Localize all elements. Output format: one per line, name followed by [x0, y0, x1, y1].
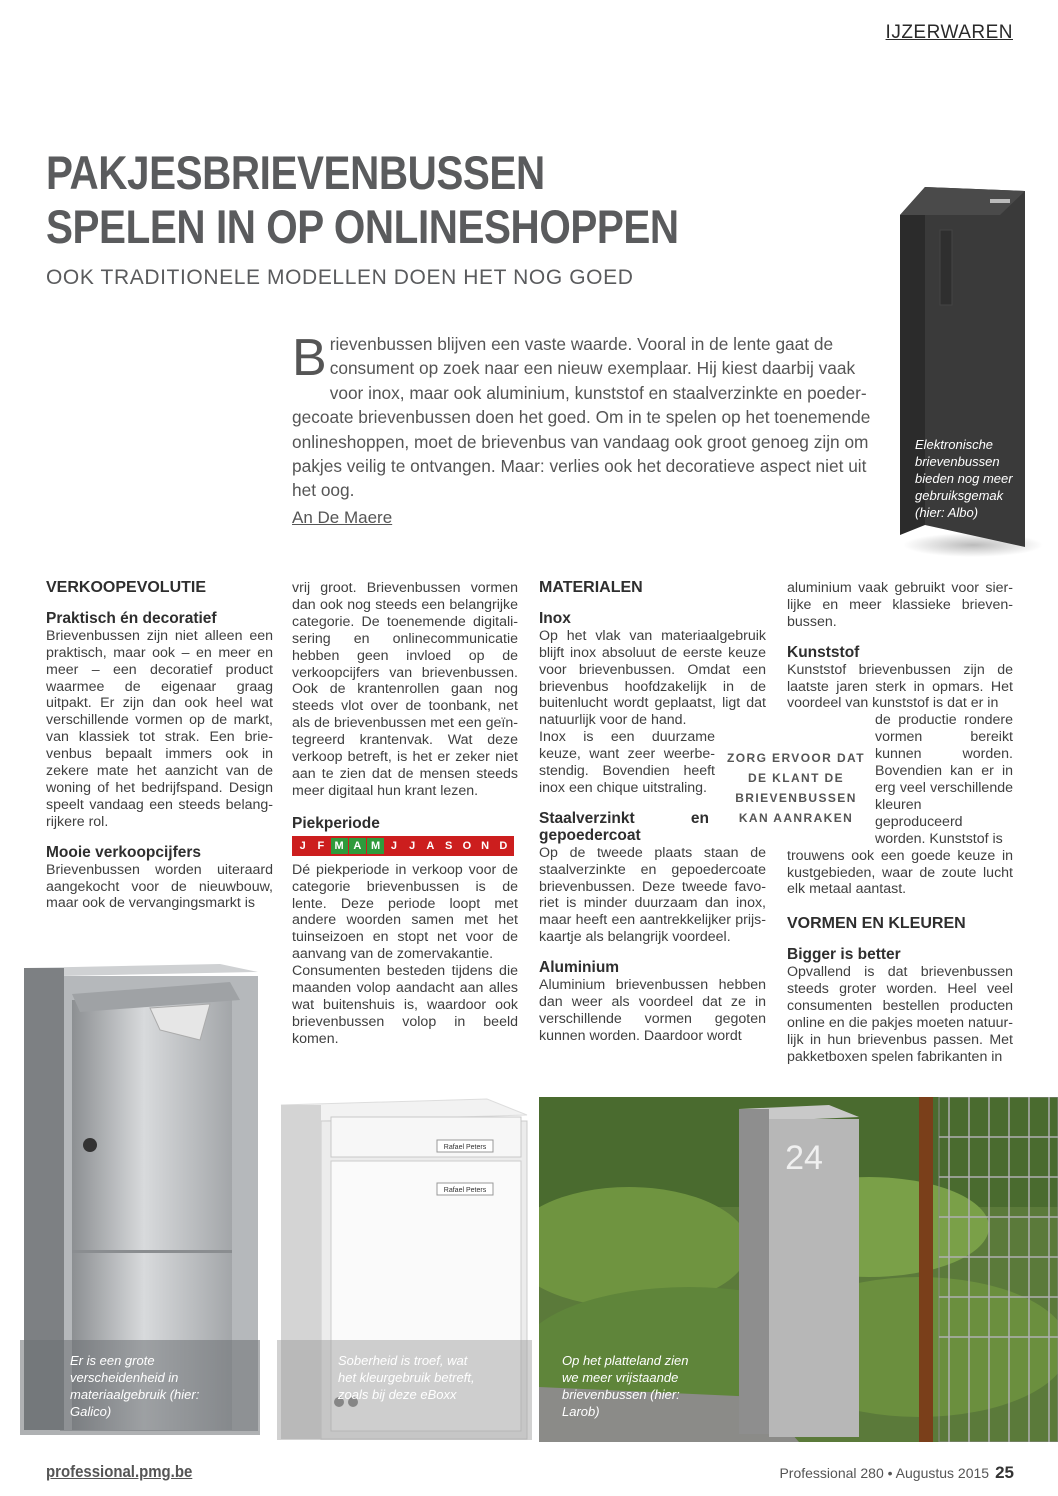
column-4 [787, 580, 1013, 1066]
nameplate-1: Rafael Peters [443, 1144, 487, 1151]
month-4: A [349, 838, 366, 854]
page-number: 25 [995, 1463, 1014, 1482]
subheading-bigger: Bigger is better [787, 946, 901, 964]
heading-verkoopevolutie: VERKOOPEVOLUTIE [46, 579, 207, 596]
caption-eboxx: Soberheid is troef, wat het kleurgebruik betreft, zoals bij deze eBoxx [338, 1353, 475, 1402]
paragraph: Dé piekperiode in verkoop voor de categorie brievenbussen is de lente. Deze periode loopt met andere woorden samen met het tuinseizoen en stopt net voor de aanvang van de zomervakantie. [292, 861, 518, 963]
subheading-kunststof: Kunststof [787, 643, 860, 661]
footer-site-link[interactable]: professional.pmg.be [46, 1462, 193, 1481]
caption-galico: Er is een grote verscheidenheid in materiaalgebruik (hier: Galico) [70, 1353, 200, 1419]
month-2: F [312, 838, 329, 854]
pull-quote: ZORG ERVOOR DAT DE KLANT DE BRIEVENBUSSEN KAN AANRAKEN [722, 748, 870, 828]
month-10: O [458, 838, 475, 854]
month-5: M [367, 838, 384, 854]
column-2 [292, 580, 518, 1048]
caption-larob: Op het platteland zien we meer vrijstaande brievenbussen (hier: Larob) [562, 1353, 689, 1419]
subheading-verkoopcijfers: Mooie verkoopcijfers [46, 843, 202, 861]
article-subtitle: OOK TRADITIONELE MODELLEN DOEN HET NOG GOED [46, 266, 634, 289]
column-1 [46, 580, 273, 912]
paragraph: Aluminium brievenbussen hebben dan weer als voordeel dat ze in verschillende vormen gegoten kunnen worden. Daardoor wordt [539, 977, 766, 1044]
month-8: A [422, 838, 439, 854]
heading-materialen: MATERIALEN [539, 579, 643, 596]
subheading-inox: Inox [539, 609, 571, 627]
month-11: N [477, 838, 494, 854]
subheading-aluminium: Aluminium [539, 959, 620, 977]
heading-vormen-kleuren: VORMEN EN KLEUREN [787, 915, 966, 933]
paragraph: Op de tweede plaats staan de staalverzinkte en gepoedercoate brievenbussen. Deze tweede favoriet is minder duurzaam dan inox, maar heeft een aantrekkelijker prijskaartje als belangrijk voordeel. [539, 844, 766, 946]
month-calendar [292, 836, 514, 856]
paragraph: Brievenbussen worden uiteraard aangekocht voor de nieuwbouw, maar ook de vervangingsmarkt is [46, 861, 273, 912]
subheading-piekperiode: Piekperiode [292, 814, 380, 832]
month-7: J [404, 838, 421, 854]
dropcap: B [292, 329, 327, 387]
month-12: D [495, 838, 512, 854]
author[interactable]: An De Maere [292, 508, 393, 527]
paragraph: Kunststof brievenbussen zijn de laatste jaren sterk in opmars. Het voordeel van kunststof is dat er in [787, 661, 1013, 712]
caption-albo: Elektronische brievenbussen bieden nog meer gebruiksgemak (hier: Albo) [915, 437, 1013, 520]
paragraph: de productie rondere vormen bereikt kunnen worden. Bovendien kan er in erg veel verschillende kleuren geproduceerd worden. Kunststof is [875, 712, 1013, 847]
subheading-staalverzinkt: Staalverzinkt en gepoedercoat [539, 809, 709, 844]
house-number: 24 [785, 1139, 823, 1177]
article-title: PAKJESBRIEVENBUSSEN SPELEN IN OP ONLINESHOPPEN [46, 146, 679, 253]
paragraph: Consumenten besteden tijdens die maanden volop aandacht aan alles wat buitenshuis is, waardoor ook brievenbussen volop in beeld komen. [292, 963, 518, 1047]
month-9: S [440, 838, 457, 854]
paragraph: Inox is een duurzame keuze, want zeer weerbestendig. Bovendien heeft inox een chique uitstraling. [539, 729, 715, 796]
paragraph: Opvallend is dat brievenbussen steeds groter worden. Heel veel consumenten bestellen producten online en die pakjes moeten natuurlijk in hun brievenbus passen. Met pakketboxen spelen fabrikanten in [787, 964, 1013, 1065]
intro-paragraph: Brievenbussen blijven een vaste waarde. Vooral in de lente gaat de consument op zoek naar een nieuw exemplaar. Hij kiest daarbij vaak voor inox, maar ook aluminium, kunststof en staalverzinkte en poedergecoate brievenbussen doen het goed. Om in te spelen op het toenemende onlineshoppen, moet de brievenbus van vandaag ook groot genoeg zijn om pakjes veilig te ontvangen. Maar: verlies ook het decoratieve aspect niet uit het oog. [292, 329, 871, 501]
month-3: M [331, 838, 348, 854]
footer-issue: Professional 280 • Augustus 2015 25 [779, 1463, 1014, 1482]
nameplate-2: Rafael Peters [443, 1187, 487, 1194]
month-1: J [294, 838, 311, 854]
paragraph: aluminium vaak gebruikt voor sierlijke en meer klassieke brievenbussen. [787, 580, 1013, 630]
month-6: J [385, 838, 402, 854]
paragraph: Op het vlak van materiaalgebruik blijft inox absoluut de eerste keuze voor brievenbussen. Omdat een brievenbus hoofdzakelijk in de buitenlucht wordt geplaatst, ligt dat natuurlijk voor de hand. [539, 627, 766, 729]
paragraph: Brievenbussen zijn niet alleen een praktisch, maar ook – en meer en meer – een decoratief product waarmee de eigenaar graag uitpakt. Er zijn dan ook heel wat verschillende vormen op de markt, van klassiek tot strak. Een brievenbus bepaalt immers ook in zekere mate het aanzicht van de woning of het bedrijfspand. Design speelt vandaag een steeds belangrijkere rol. [46, 627, 273, 830]
section-tag: IJZERWAREN [885, 22, 1013, 43]
paragraph: vrij groot. Brievenbussen vormen dan ook nog steeds een belangrijke categorie. De toenemende digitalisering en onlinecommunicatie hebben geen invloed op de verkoopcijfers van brievenbussen. Ook de krantenrollen gaan nog steeds vlot over de toonbank, net als de brievenbussen met een geïntegreerd krantenvak. Wat deze verkoop betreft, is het er zeker niet aan te zien dat de mensen steeds meer digitaal hun krant lezen. [292, 580, 518, 799]
paragraph: trouwens ook een goede keuze in kustgebieden, waar de zoute lucht elk metaal aantast. [787, 847, 1013, 898]
subheading-praktisch: Praktisch én decoratief [46, 609, 217, 627]
